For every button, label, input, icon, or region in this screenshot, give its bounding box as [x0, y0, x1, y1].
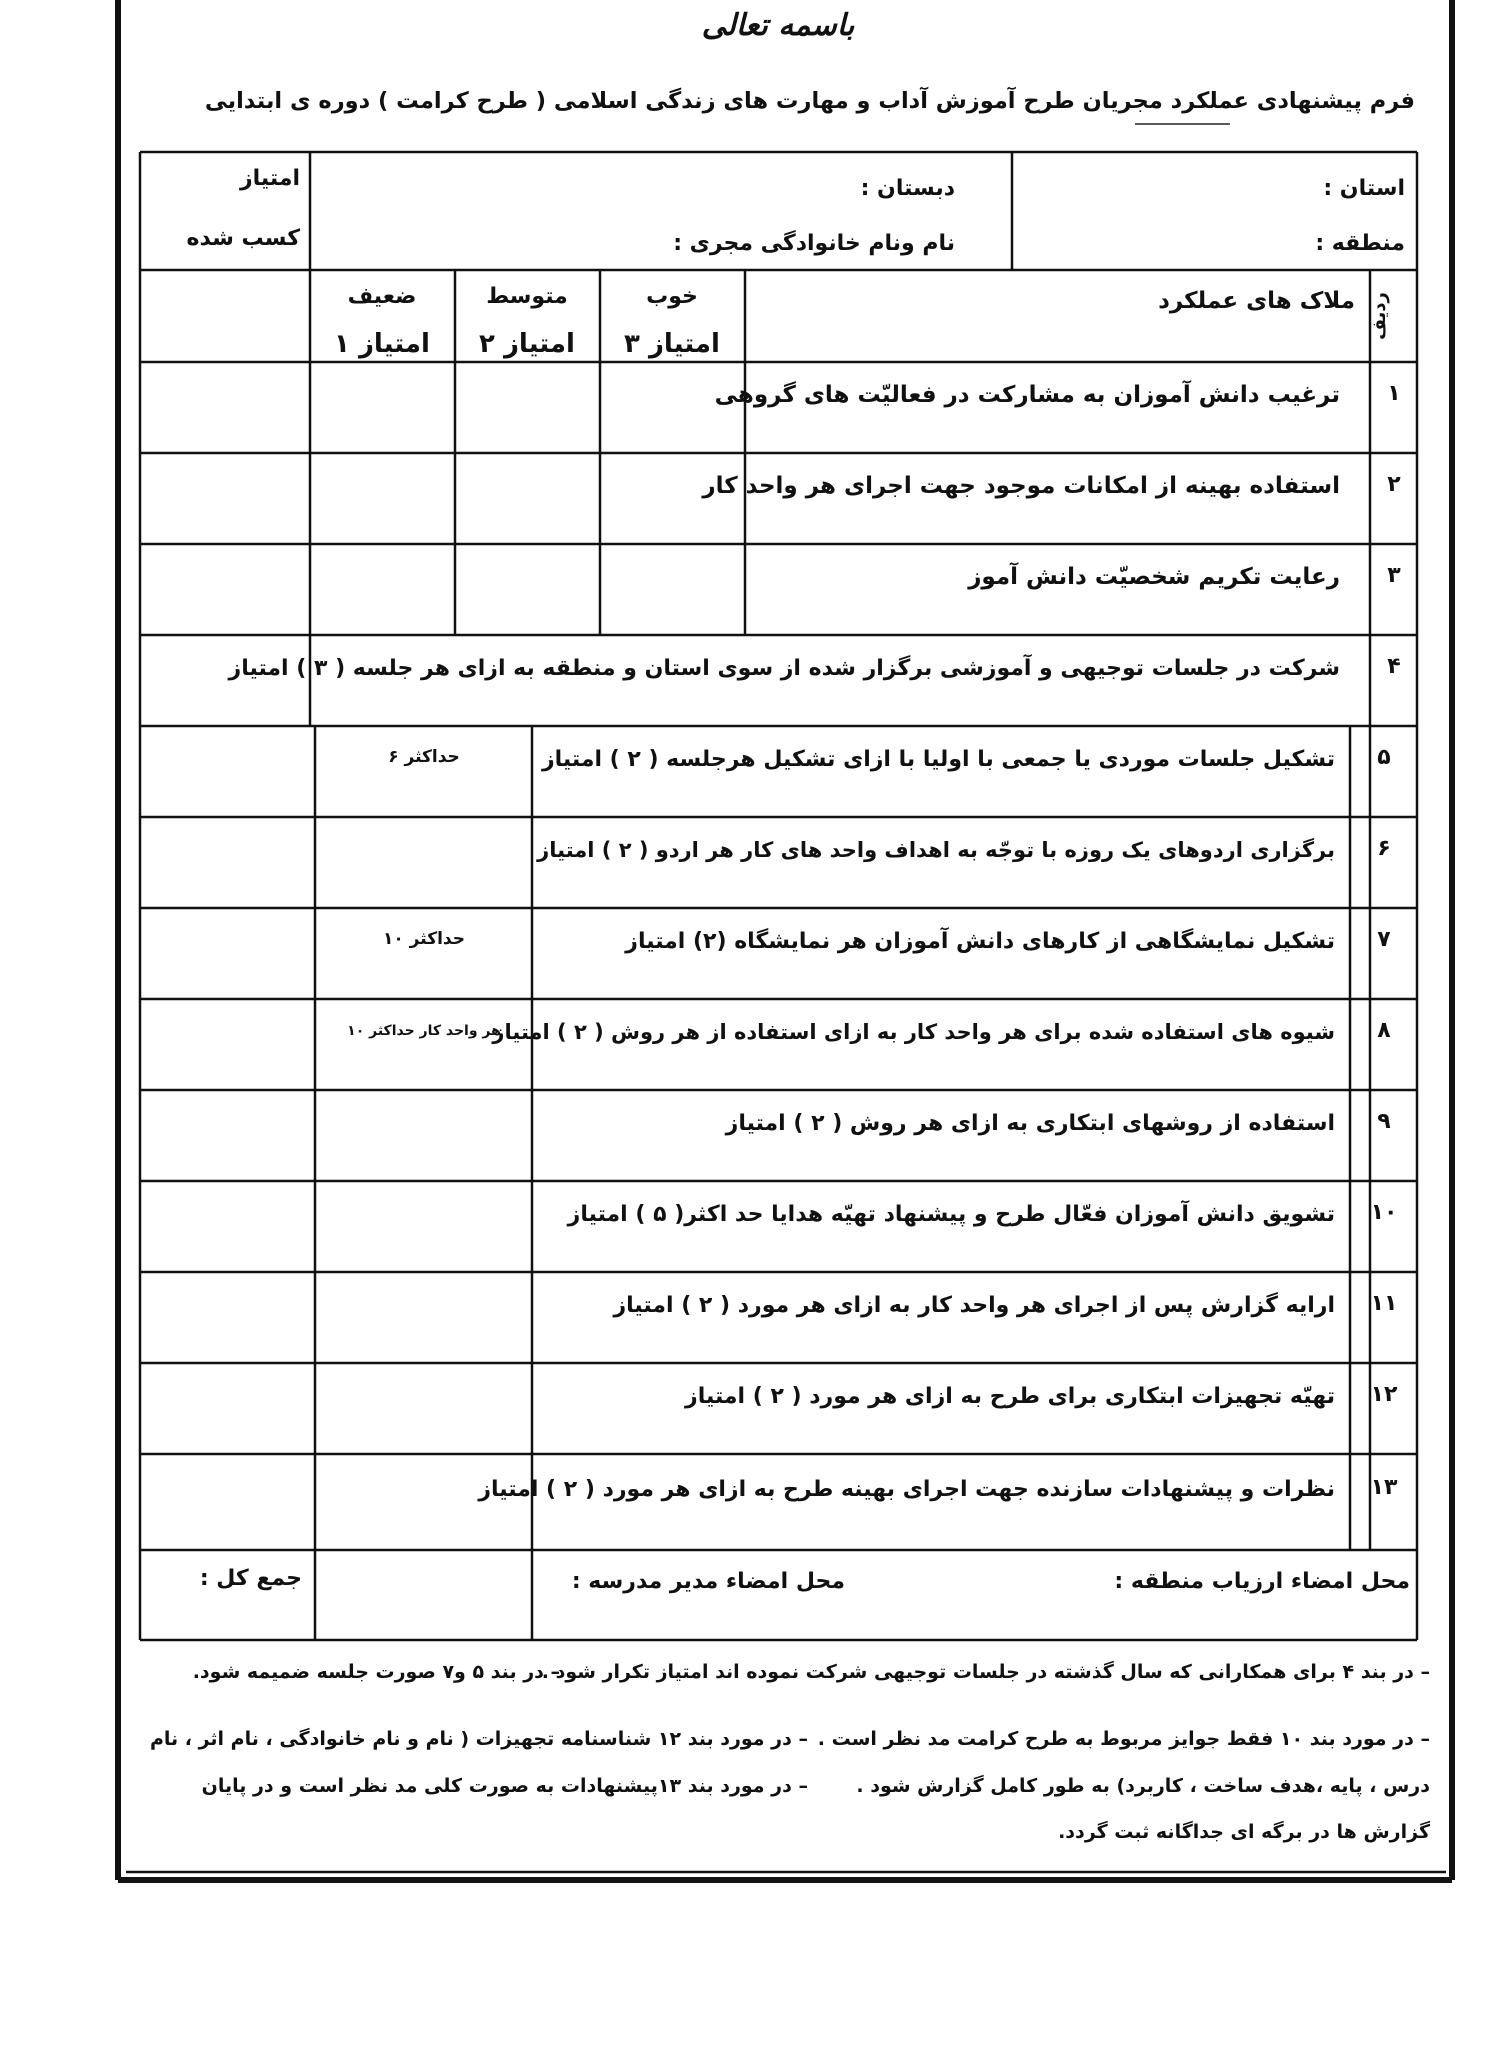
row-text: ترغیب دانش آموزان به مشارکت در فعالیّت های گروهی: [714, 382, 1340, 408]
medium-header: متوسط: [486, 284, 568, 309]
criteria-row: [347, 1018, 1391, 1044]
row-text: نظرات و پیشنهادات سازنده جهت اجرای بهینه طرح به ازای هر مورد ( ۲ ) امتیاز: [478, 1477, 1335, 1502]
row-number: ۵: [1377, 745, 1391, 770]
criteria-row: [967, 561, 1401, 590]
total-label: جمع کل :: [199, 1566, 302, 1591]
row-text: تشویق دانش آموزان فعّال طرح و پیشنهاد تهیّه هدایا حد اکثر( ۵ ) امتیاز: [567, 1202, 1335, 1227]
criteria-row: [388, 745, 1391, 772]
note-row12: – در مورد بند ۱۲ شناسنامه تجهیزات ( نام و نام خانوادگی ، نام اثر ، نام: [149, 1728, 808, 1750]
form-title: فرم پیشنهادی عملکرد مجریان طرح آموزش آداب و مهارت های زندگی اسلامی ( طرح کرامت ) دوره ی ابتدایی: [204, 88, 1415, 114]
row-number: ۱۳: [1370, 1475, 1398, 1500]
principal-signature-label: محل امضاء مدیر مدرسه :: [571, 1569, 845, 1594]
row-number: ۱: [1387, 381, 1401, 406]
row-text: استفاده از روشهای ابتکاری به ازای هر روش ( ۲ ) امتیاز: [725, 1111, 1335, 1136]
weak-header: ضعیف: [347, 284, 417, 309]
row-max-note: حداکثر ۱۰: [383, 929, 465, 949]
row-text: شرکت در جلسات توجیهی و آموزشی برگزار شده از سوی استان و منطقه به ازای هر جلسه ( ۳ ) امتیاز: [228, 656, 1340, 681]
criteria-row: [536, 836, 1391, 862]
note-row4: – در بند ۴ برای همکارانی که سال گذشته در جلسات توجیهی شرکت نموده اند امتیاز تکرار شود .: [541, 1661, 1430, 1683]
criteria-row: [725, 1109, 1391, 1136]
score-label-line2: کسب شده: [186, 226, 300, 251]
criteria-row: [567, 1199, 1398, 1227]
row-number: ۶: [1377, 836, 1391, 861]
note-row10: – در مورد بند ۱۰ فقط جوایز مربوط به طرح کرامت مد نظر است .: [817, 1728, 1430, 1750]
row-text: رعایت تکریم شخصیّت دانش آموز: [968, 564, 1340, 590]
info-block: [140, 152, 1417, 1640]
criteria-row: [684, 1382, 1398, 1409]
evaluator-signature-label: محل امضاء ارزیاب منطقه :: [1114, 1569, 1410, 1594]
good-header: خوب: [646, 284, 698, 309]
row-max-note: هر واحد کار حداکثر ۱۰: [347, 1023, 501, 1039]
criteria-row: [383, 926, 1391, 954]
row-number-header: ردیف: [1369, 292, 1390, 340]
row-number: ۱۰: [1370, 1200, 1398, 1225]
row-number: ۸: [1377, 1018, 1391, 1043]
note-row13: – در مورد بند ۱۳پیشنهادات به صورت کلی مد نظر است و در پایان: [201, 1775, 808, 1797]
row-number: ۳: [1387, 563, 1401, 588]
medium-score: ۲ امتیاز: [479, 329, 575, 359]
note-row5-7: – در بند ۵ و۷ صورت جلسه ضمیمه شود.: [192, 1661, 560, 1683]
row-text: تشکیل جلسات موردی یا جمعی با اولیا با ازای تشکیل هرجلسه ( ۲ ) امتیاز: [541, 747, 1335, 772]
province-label: استان :: [1323, 176, 1405, 201]
row-text: برگزاری اردوهای یک روزه با توجّه به اهداف واحد های کار هر اردو ( ۲ ) امتیاز: [537, 838, 1335, 862]
school-label: دبستان :: [860, 176, 955, 201]
row-number: ۹: [1377, 1109, 1391, 1134]
criteria-row: [477, 1475, 1398, 1502]
criteria-row: [701, 472, 1401, 499]
executor-name-label: نام ونام خانوادگی مجری :: [673, 231, 955, 256]
row-number: ۴: [1387, 654, 1401, 679]
row-number: ۱۲: [1370, 1382, 1398, 1407]
weak-score: ۱ امتیاز: [334, 329, 430, 359]
criteria-row: [228, 653, 1401, 681]
note-row13-continued: گزارش ها در برگه ای جداگانه ثبت گردد.: [1058, 1821, 1430, 1843]
note-row12-continued: درس ، پایه ،هدف ساخت ، کاربرد) به طور کامل گزارش شود .: [856, 1775, 1430, 1797]
criteria-header: ملاک های عملکرد: [1158, 288, 1355, 314]
basmala: باسمه تعالی: [701, 8, 855, 43]
row-text: ارایه گزارش پس از اجرای هر واحد کار به ازای هر مورد ( ۲ ) امتیاز: [613, 1293, 1335, 1318]
row-max-note: حداکثر ۶: [388, 747, 460, 767]
row-number: ۱۱: [1370, 1291, 1398, 1316]
criteria-row: [613, 1291, 1398, 1318]
region-label: منطقه :: [1315, 231, 1405, 256]
row-number: ۷: [1377, 927, 1391, 952]
criteria-row: [715, 379, 1401, 408]
score-label-line1: امتیاز: [239, 166, 300, 191]
row-text: استفاده بهینه از امکانات موجود جهت اجرای هر واحد کار: [702, 473, 1340, 499]
row-text: تهیّه تجهیزات ابتکاری برای طرح به ازای هر مورد ( ۲ ) امتیاز: [685, 1384, 1335, 1409]
good-score: ۳ امتیاز: [624, 329, 720, 359]
row-text: تشکیل نمایشگاهی از کارهای دانش آموزان هر نمایشگاه (۲) امتیاز: [625, 929, 1335, 954]
row-number: ۲: [1387, 472, 1401, 497]
row-text: شیوه های استفاده شده برای هر واحد کار به ازای استفاده از هر روش ( ۲ ) امتیاز: [492, 1020, 1335, 1044]
